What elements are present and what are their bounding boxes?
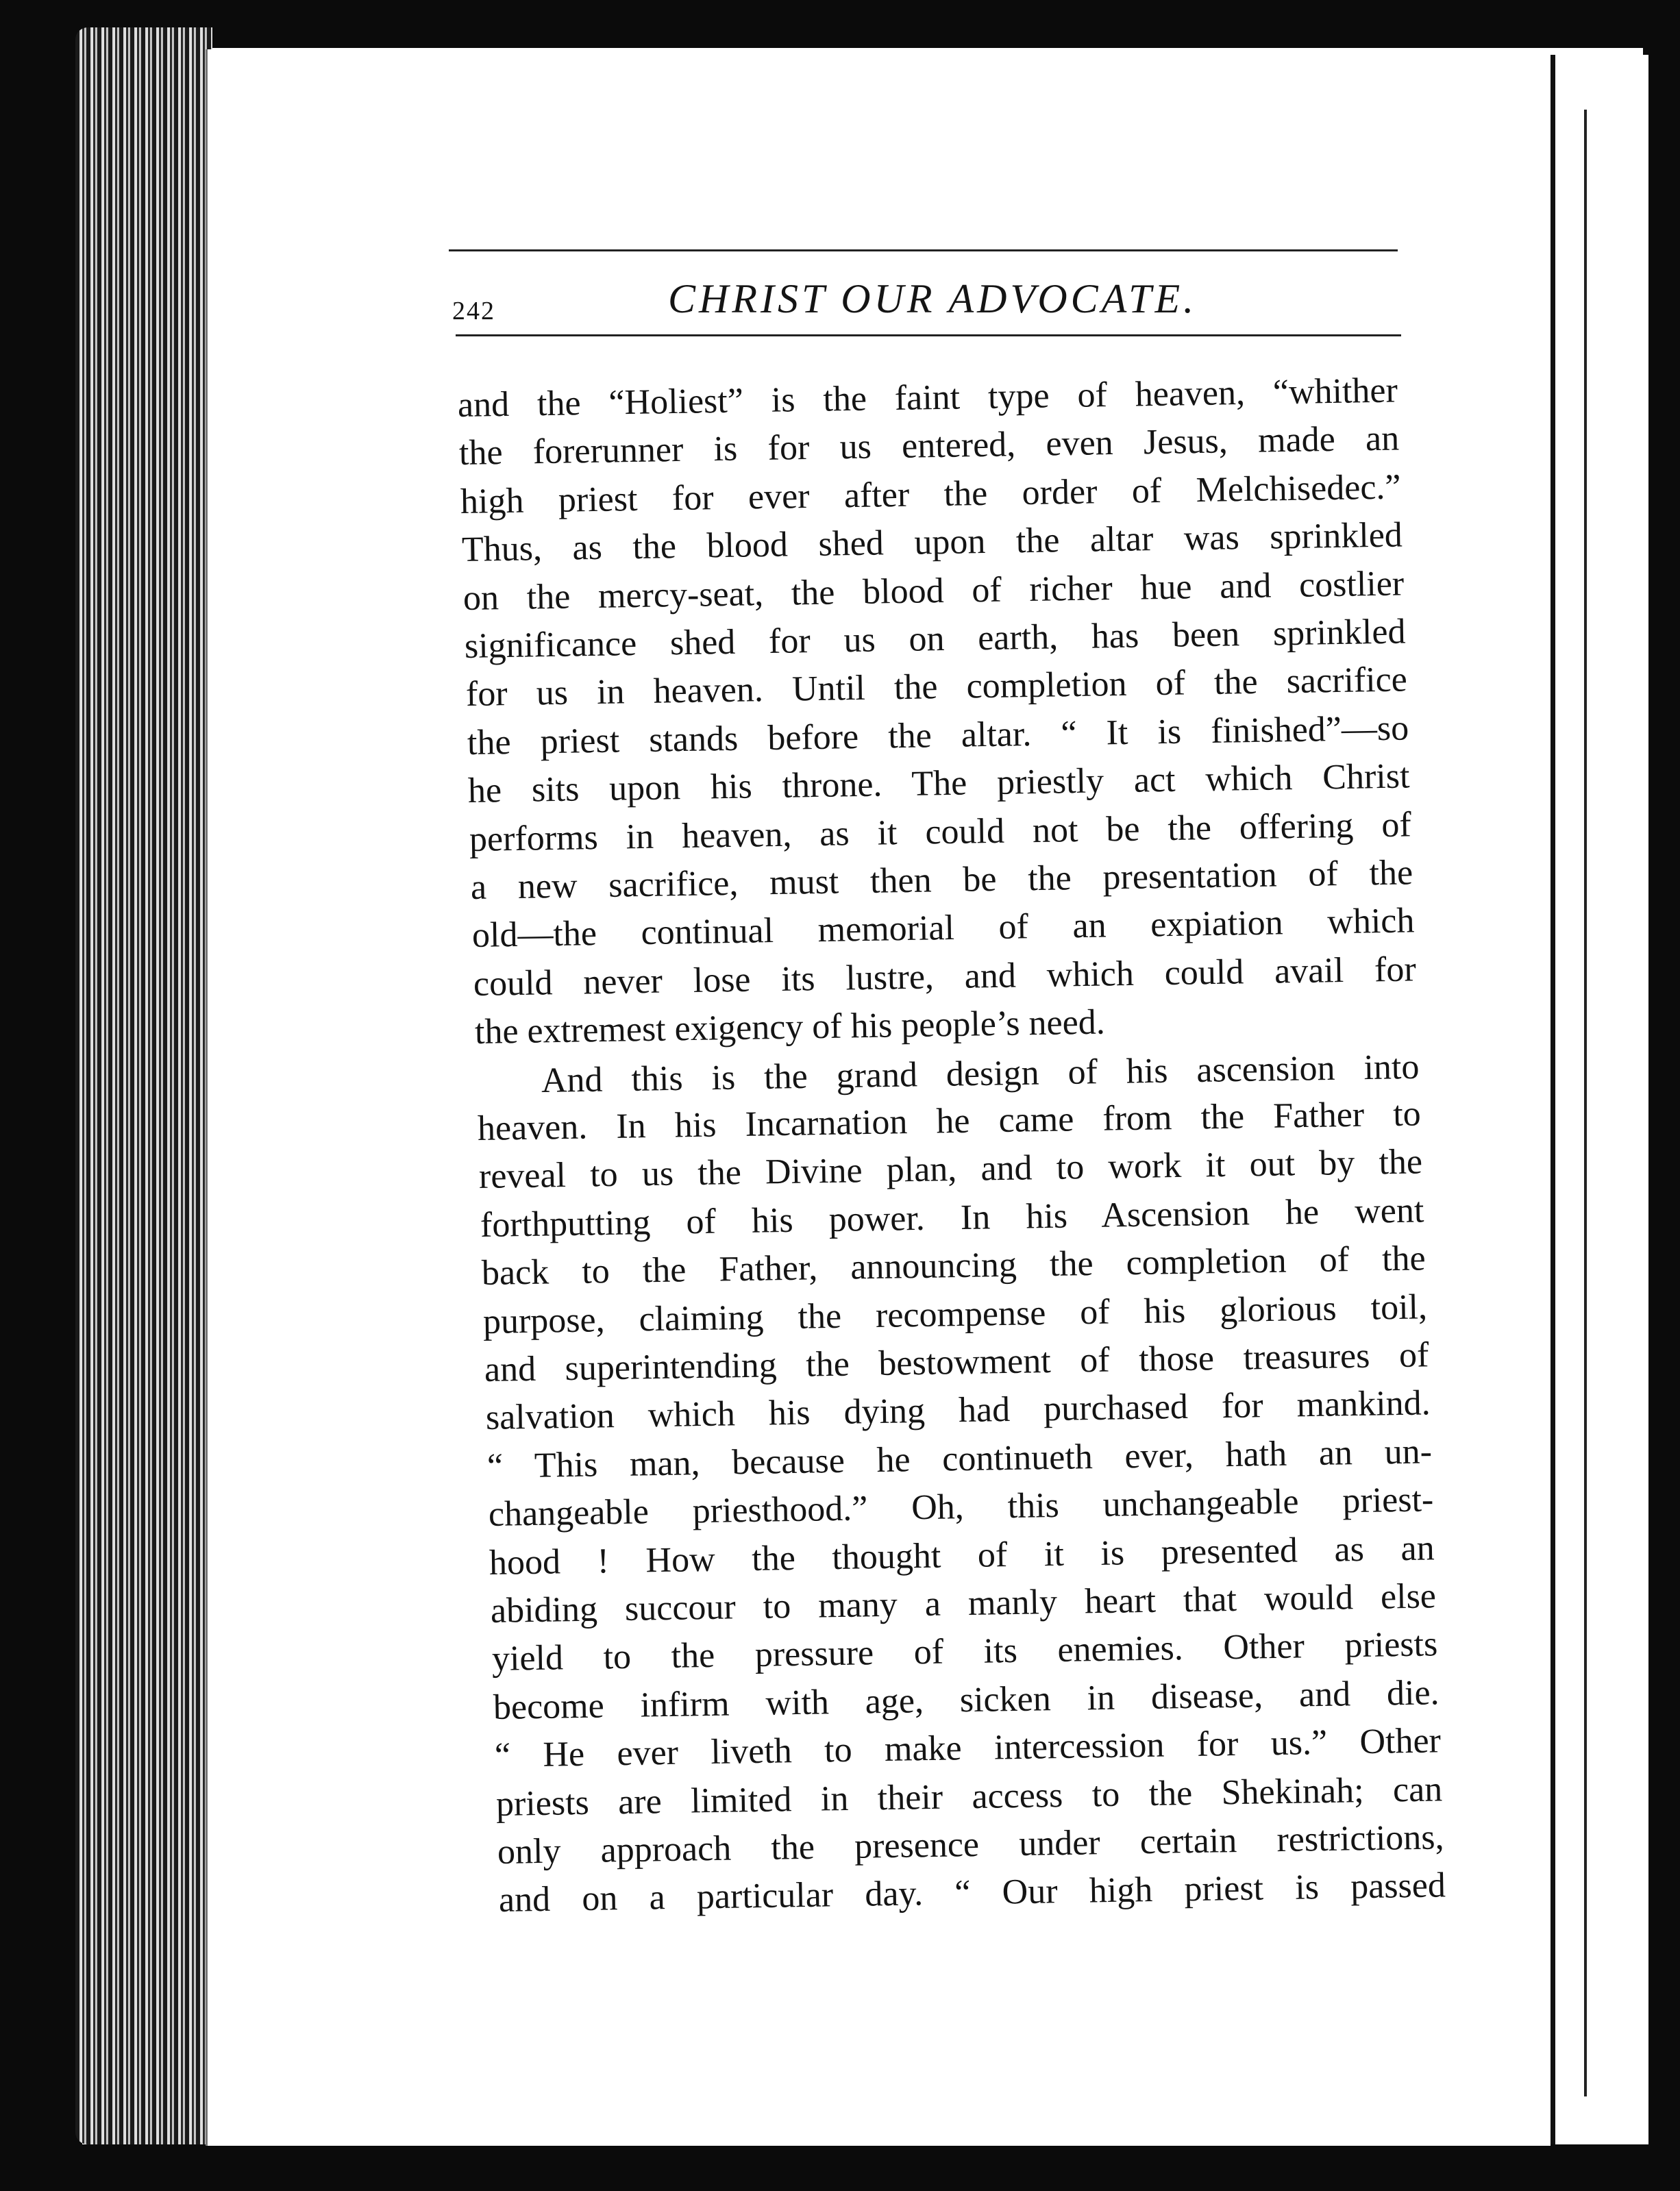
text-line: only approach the presence under certain restrictions, xyxy=(497,1818,1445,1872)
adjacent-page-edge xyxy=(1550,55,1648,2144)
text-line: the extremest exigency of his people’s need. xyxy=(474,1002,1106,1052)
book-page-edges xyxy=(75,27,212,2144)
header-rule-bottom xyxy=(456,334,1401,336)
text-line: priests are limited in their access to the Shekinah; can xyxy=(495,1769,1443,1824)
text-line: salvation which his dying had purchased for mankind. xyxy=(485,1383,1431,1438)
text-line: forthputting of his power. In his Ascension he went xyxy=(480,1191,1424,1245)
text-line: and on a particular day. “ Our high priest is passed xyxy=(498,1866,1446,1920)
text-line: a new sacrifice, must then be the presentation of the xyxy=(470,853,1413,907)
text-line: and superintending the bestowment of those treasures of xyxy=(484,1335,1429,1389)
text-line: “ He ever liveth to make intercession for us.” Other xyxy=(494,1721,1442,1776)
text-line: reveal to us the Divine plan, and to work it out by the xyxy=(478,1142,1423,1197)
text-line: performs in heaven, as it could not be the offering of xyxy=(469,805,1412,859)
page-number: 242 xyxy=(452,297,495,325)
scan-border-top xyxy=(0,0,1680,48)
text-line: hood ! How the thought of it is presented as an xyxy=(489,1528,1435,1583)
text-line: the priest stands before the altar. “ It is finished”—so xyxy=(467,708,1409,763)
adjacent-page-gutter-line xyxy=(1584,110,1587,2096)
text-line: abiding succour to many a manly heart that would else xyxy=(490,1576,1437,1631)
text-line: heaven. In his Incarnation he came from the Father to xyxy=(477,1094,1422,1148)
text-line: back to the Father, announcing the completion of the xyxy=(481,1239,1426,1293)
text-line: “ This man, because he continueth ever, hath an un- xyxy=(486,1432,1432,1486)
text-line: changeable priesthood.” Oh, this unchangeable priest- xyxy=(488,1480,1434,1535)
text-line: significance shed for us on earth, has been sprinkled xyxy=(464,612,1406,666)
text-line: for us in heaven. Until the completion of the sacrifice xyxy=(465,660,1407,715)
text-line: old—the continual memorial of an expiation which xyxy=(471,901,1416,956)
header-rule-top xyxy=(449,249,1398,251)
text-line: Thus, as the blood shed upon the altar was sprinkled xyxy=(461,515,1403,570)
scan-border-right xyxy=(1643,0,1680,2191)
text-line: on the mercy-seat, the blood of richer hue and costlier xyxy=(462,564,1405,618)
text-line: the forerunner is for us entered, even Jesus, made an xyxy=(458,419,1400,473)
text-line: and the “Holiest” is the faint type of heaven, “whither xyxy=(457,371,1398,425)
text-line: could never lose its lustre, and which could avail for xyxy=(473,950,1417,1004)
text-line: become infirm with age, sicken in disease, and die. xyxy=(493,1673,1440,1727)
text-line: high priest for ever after the order of Melchisedec.” xyxy=(460,467,1401,521)
running-title: CHRIST OUR ADVOCATE. xyxy=(668,276,1198,321)
text-line: he sits upon his throne. The priestly act which Christ xyxy=(468,756,1411,811)
text-line: purpose, claiming the recompense of his glorious toil, xyxy=(482,1287,1428,1341)
text-line: yield to the pressure of its enemies. Other priests xyxy=(491,1624,1438,1679)
scan-border-left xyxy=(0,0,82,2191)
scan-border-bottom xyxy=(0,2144,1680,2191)
text-line: And this is the grand design of his ascension into xyxy=(541,1047,1420,1100)
